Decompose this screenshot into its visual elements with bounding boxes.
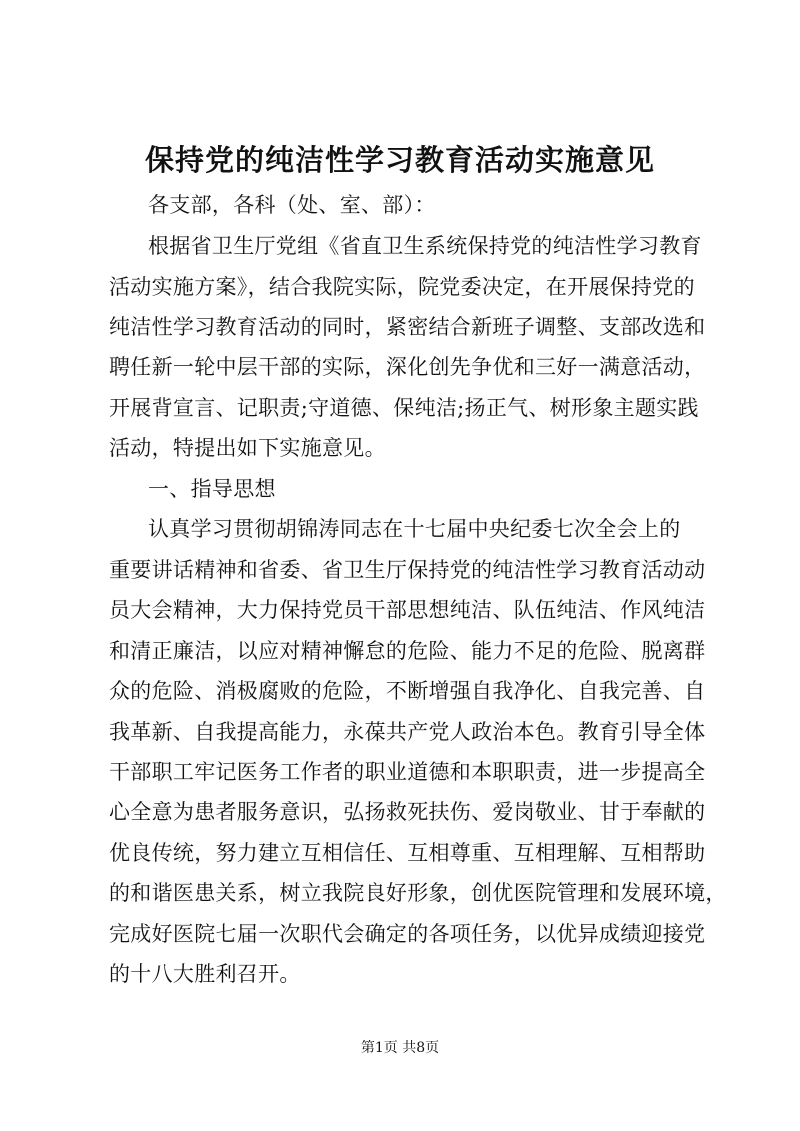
body-line-14: 干部职工牢记医务工作者的职业道德和本职职责，进一步提高全: [109, 760, 706, 784]
section-heading-guiding-thought: 一、指导思想: [148, 477, 276, 501]
document-title: 保持党的纯洁性学习教育活动实施意见: [144, 143, 655, 177]
body-line-2: 活动实施方案》，结合我院实际，院党委决定，在开展保持党的: [109, 275, 695, 299]
page-number-footer: 第1页 共8页: [360, 1040, 440, 1056]
body-line-12: 众的危险、消极腐败的危险，不断增强自我净化、自我完善、自: [109, 679, 706, 703]
body-line-8: 认真学习贯彻胡锦涛同志在十七届中央纪委七次全会上的: [148, 517, 681, 541]
body-line-1: 根据省卫生厅党组《省直卫生系统保持党的纯洁性学习教育: [148, 234, 702, 258]
body-line-5: 开展背宣言、记职责;守道德、保纯洁;扬正气、树形象主题实践: [109, 396, 699, 420]
body-line-3: 纯洁性学习教育活动的同时，紧密结合新班子调整、支部改选和: [109, 315, 706, 339]
body-line-15: 心全意为患者服务意识，弘扬救死扶伤、爱岗敬业、甘于奉献的: [109, 800, 706, 824]
body-line-10: 员大会精神，大力保持党员干部思想纯洁、队伍纯洁、作风纯洁: [109, 598, 706, 622]
body-line-9: 重要讲话精神和省委、省卫生厅保持党的纯洁性学习教育活动动: [109, 558, 706, 582]
body-line-16: 优良传统，努力建立互相信任、互相尊重、互相理解、互相帮助: [109, 841, 706, 865]
body-line-18: 完成好医院七届一次职代会确定的各项任务，以优异成绩迎接党: [109, 922, 706, 946]
body-line-17: 的和谐医患关系，树立我院良好形象，创优医院管理和发展环境，: [109, 881, 727, 905]
salutation: 各支部，各科（处、室、部）：: [148, 193, 436, 217]
body-line-19: 的十八大胜利召开。: [109, 962, 301, 986]
body-line-6: 活动，特提出如下实施意见。: [109, 436, 386, 460]
body-line-13: 我革新、自我提高能力，永葆共产党人政治本色。教育引导全体: [109, 720, 706, 744]
body-line-4: 聘任新一轮中层干部的实际，深化创先争优和三好一满意活动，: [109, 355, 706, 379]
body-line-11: 和清正廉洁，以应对精神懈怠的危险、能力不足的危险、脱离群: [109, 639, 706, 663]
